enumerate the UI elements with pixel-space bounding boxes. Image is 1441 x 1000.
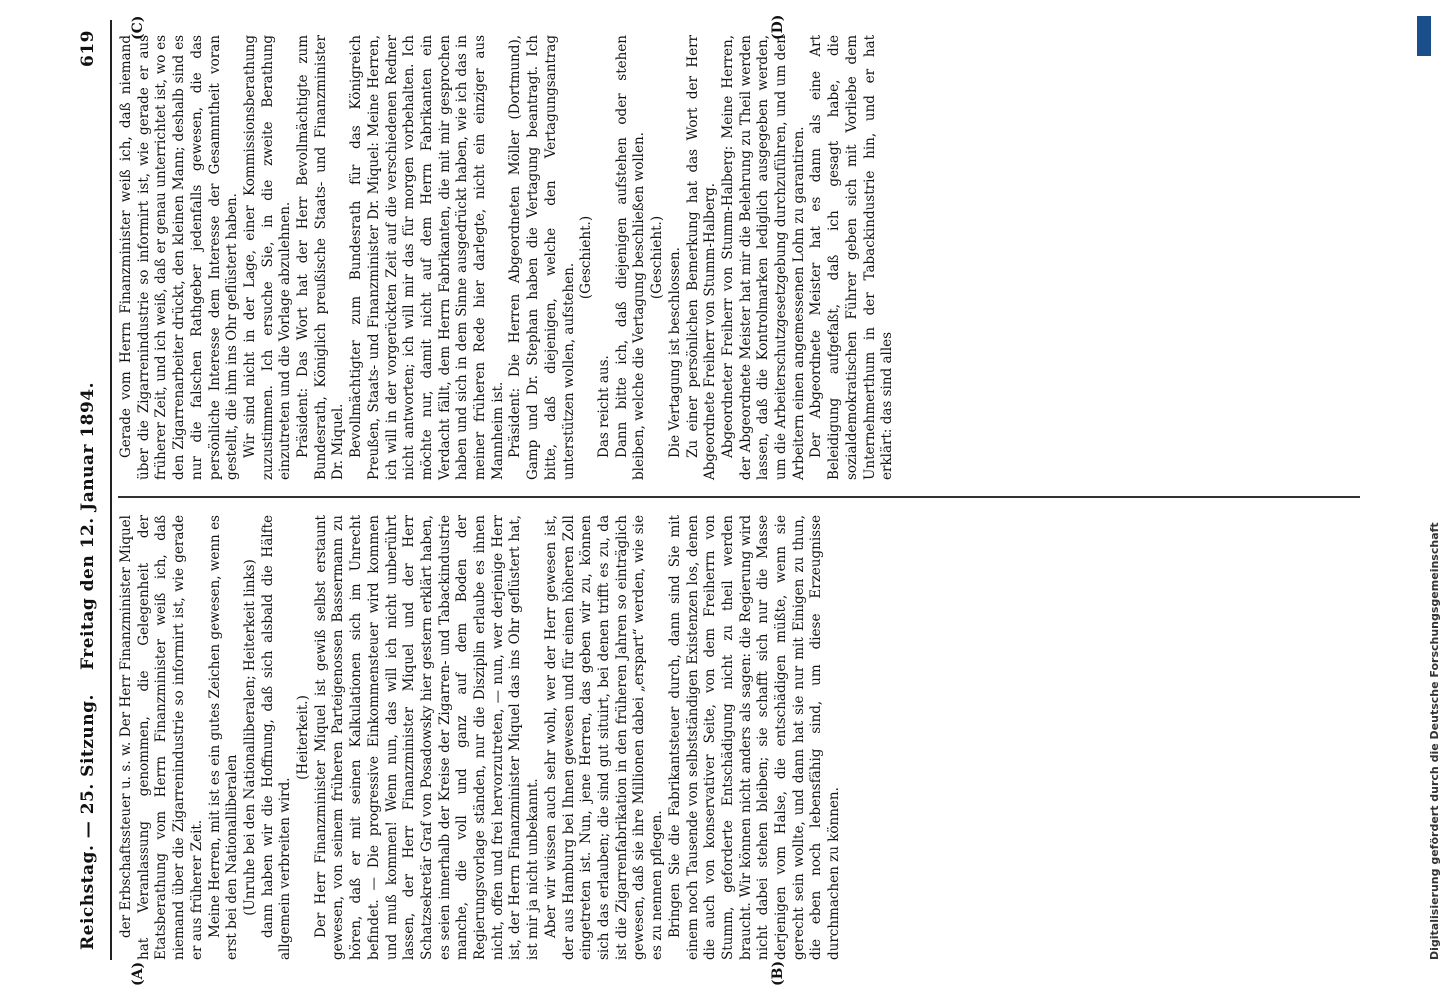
paragraph: Präsident: Das Wort hat der Herr Bevollmächtigte zum Bundesrath, Königlich preußische Staats- und Finanzminister Dr. Miquel. — [295, 35, 347, 480]
text-columns — [118, 20, 1360, 960]
margin-marker-b: (B) — [770, 960, 786, 986]
page-header — [78, 30, 108, 950]
document-page — [70, 10, 1370, 990]
paragraph: Aber wir wissen auch sehr wohl, wer der Herr gewesen ist, der aus Hamburg bei Ihnen gewesen und für einen höheren Zoll eingetreten ist. Nun, jene Herren, das geben wir zu, können sich das erlauben; die sind gut situirt, bei denen trifft es zu, da ist die Zigarrenfabrikation in den früheren Jahren so einträglich gewesen, daß sie ihre Millionen dabei „erspart“ werden, wie sie es zu nennen pflegen. — [542, 515, 666, 960]
paragraph: Abgeordneter Freiherr von Stumm-Halberg: Meine Herren, der Abgeordnete Meister hat mir die Belehrung zu Theil werden lassen, daß die Kontrolmarken lediglich ausgegeben werden, um die Arbeiterschutzgesetzgebung durchzuführen, und um den Arbeitern einen angemessenen Lohn zu garantiren. — [719, 35, 807, 480]
paragraph: Zu einer persönlichen Bemerkung hat das Wort der Herr Abgeordnete Freiherr von Stumm-Halberg. — [684, 35, 719, 480]
header-rule — [110, 20, 112, 960]
paragraph: der Erbschaftssteuer u. s. w. Der Herr Finanzminister Miquel hat Veranlassung genommen, die Gelegenheit der Etatsberathung vom Herrn Finanzminister weiß ich, daß niemand über die Zigarrenindustrie so informirt ist, wie gerade er aus früherer Zeit. — [118, 515, 205, 960]
header-page-number: 619 — [78, 30, 98, 67]
stage-direction: (Geschieht.) — [578, 215, 595, 300]
left-column — [118, 515, 1360, 960]
rotated-page-content — [70, 10, 1370, 990]
column-divider — [118, 496, 1360, 498]
paragraph: Die Vertagung ist beschlossen. — [666, 247, 683, 458]
right-column — [118, 35, 1360, 480]
header-date: Freitag den 12. Januar 1894. — [78, 381, 98, 670]
paragraph: Der Abgeordnete Meister hat es dann als eine Art Beleidigung aufgefaßt, daß ich gesagt habe, die sozialdemokratischen Führer geben sich mit Vorliebe dem Unternehmerthum in der Tabackindustrie hin, und er hat erklärt: das sind alles — [808, 35, 896, 480]
paragraph: dann haben wir die Hoffnung, daß sich alsbald die Hälfte allgemein verbreiten wird. — [259, 515, 294, 960]
paragraph: Präsident: Die Herren Abgeordneten Möller (Dortmund), Gamp und Dr. Stephan haben die Vertagung beantragt. Ich bitte, daß diejenigen, welche den Vertagungsantrag unterstützen wollen, aufstehen. — [507, 35, 577, 480]
stage-direction: (Geschieht.) — [649, 215, 666, 300]
paragraph: Wir sind nicht in der Lage, einer Kommissionsberathung zuzustimmen. Ich ersuche Sie, in die zweite Berathung einzutreten und die Vorlage abzulehnen. — [241, 35, 294, 480]
margin-marker-a: (A) — [130, 961, 146, 986]
paragraph: Meine Herren, mit ist es ein gutes Zeichen gewesen, wenn es erst bei den Nationalliberalen — [206, 515, 241, 960]
paragraph: Gerade vom Herrn Finanzminister weiß ich, daß niemand über die Zigarrenindustrie so informirt ist, wie gerade er aus früherer Zeit, und ich weiß, daß er genau unterrichtet ist, wo es den Zigarrenarbeiter drückt, den kleinen Mann; deshalb sind es nur die falschen Rathgeber jedenfalls gewesen, die das persönliche Interesse dem Interesse der Gesammtheit voran gestellt, die ihm ins Ohr geflüstert haben. — [118, 35, 241, 480]
credit-text: Digitalisierung gefördert durch die Deutsche Forschungsgemeinschaft — [1428, 522, 1441, 960]
paragraph: Das reicht aus. — [595, 355, 612, 458]
paragraph: Bevollmächtigter zum Bundesrath für das Königreich Preußen, Staats- und Finanzminister Dr. Miquel: Meine Herren, ich will in der vorgerückten Zeit auf die verschiedenen Redner nicht antworten; ich will mir das für morgen vorbehalten. Ich möchte nur, damit nicht auf dem Herrn Fabrikanten ein Verdacht fällt, dem Herrn Fabrikanten, die mit mir gesprochen haben und sich in dem Sinne ausgedrückt haben, wie ich das in meiner früheren Rede hier darlegte, nicht ein einziger aus Mannheim ist. — [348, 35, 506, 480]
margin-marker-d: (D) — [770, 14, 786, 40]
dfg-logo — [1417, 16, 1431, 56]
header-session: Reichstag. — 25. Sitzung. — [78, 694, 98, 950]
paragraph: Der Herr Finanzminister Miquel ist gewiß selbst erstaunt gewesen, von seinem früheren Parteigenossen Bassermann zu hören, daß er mit seinen Kalkulationen sich im Unrecht befindet. — Die progressive Einkommensteuer wird kommen und muß kommen! Wenn nun, das will ich nicht unberührt lassen, der Herr Finanzminister Miquel und der Herr Schatzsekretär Graf von Posadowsky hier gestern erklärt haben, es seien innerhalb der Kreise der Zigarren- und Tabackindustrie manche, die voll und ganz auf dem Boden der Regierungsvorlage ständen, nur die Disziplin erlaube es ihnen nicht, offen und frei hervorzutreten, — nun, wer derjenige Herr ist, der Herrn Finanzminister Miquel das ins Ohr geflüstert hat, ist mir ja nicht unbekannt. — [312, 515, 542, 960]
margin-marker-c: (C) — [130, 15, 146, 40]
stage-direction: (Unruhe bei den Nationalliberalen; Heiterkeit links) — [241, 559, 258, 916]
paragraph: Dann bitte ich, daß diejenigen aufstehen oder stehen bleiben, welche die Vertagung beschließen wollen. — [613, 35, 648, 480]
digitization-credit — [1416, 60, 1441, 960]
stage-direction: (Heiterkeit.) — [295, 695, 312, 780]
paragraph: Bringen Sie die Fabrikantsteuer durch, dann sind Sie mit einem noch Tausende von selbstständigen Existenzen los, denen die auch von konservativer Seite, von dem Freiherrn von Stumm, geforderte Entschädigung nicht zu theil werden braucht. Wir können nicht anders als sagen: die Regierung wird nicht dabei stehen bleiben; sie schafft sich nur die Masse derjenigen vom Halse, die entschädigen müßte, wenn sie gerecht sein wollte, und dann hat sie nur mit Einigen zu thun, die eben noch lebensfähig sind, um diese Erzeugnisse durchmachen zu können. — [666, 515, 843, 960]
